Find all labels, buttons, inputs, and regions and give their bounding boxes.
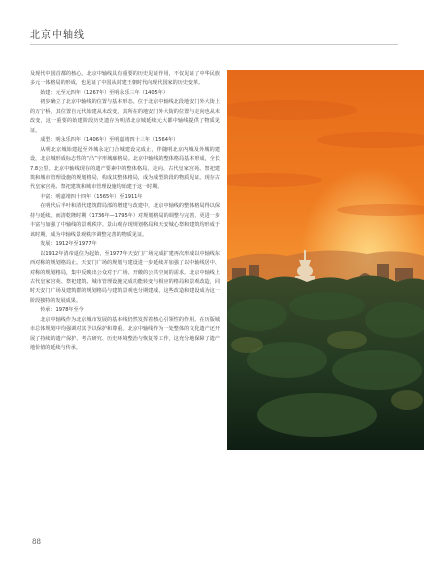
running-header: 北京中轴线 bbox=[30, 30, 85, 41]
paragraph: 以1912年清帝退位为起始，至1977年天安门广场完成扩建再次形成以中轴线东西对称的规划格局止。天安门广场的规划与建设进一步延续并加强了以中轴线居中、对称的规划格局，集中反映出公众对于广场、开敞的公共空间的需求。北京中轴线上古代皇家宫苑、祭祀建筑、城市管理设施完成功能转变与相应的格局和景观改造，同时天安门广场及建筑群的规划格局与建筑景观也分期建成，这些改造和建设成为这一阶段独特的发展成果。 bbox=[30, 250, 220, 304]
header-rule bbox=[30, 44, 398, 45]
period-heading: 传承：1978年至今 bbox=[40, 307, 84, 314]
paragraph: 初步确立了北京中轴线的位置与基本形态。位于北京中轴线北段地安门外大街上的万宁桥，其位置自元代始建从未改变，其所在的地安门外大街的位置与走向也从未改变，这一重要的始建阶段历史遗存为明清北京城延续元大都中轴线提供了物质见证。 bbox=[30, 99, 220, 134]
sunset-photo bbox=[227, 70, 424, 450]
paragraph: 及现代中国首都的核心。北京中轴线具有重要的历史见证作用，不仅见证了中华民族多元一体格局的形成，也见证了中国从封建王朝时代向现代国家的历史变革。 bbox=[30, 71, 220, 87]
period-heading: 丰富：明嘉靖四十四年（1565年）至1911年 bbox=[40, 193, 143, 200]
page-number: 88 bbox=[32, 538, 41, 546]
paragraph: 在明代后半叶和清代建筑群局部的增建与改建中，北京中轴线的整体格局得以保持与延续。而清乾隆时期（1736年—1795年）对规划格局的调整与完善，更进一步丰富与加强了中轴线的景观秩序。景山观存现规划格局和天安城心祭和建筑均形成于该时期，成为中轴线景观秩序调整完善的物质见证。 bbox=[30, 203, 220, 238]
paragraph: 从明北京城始建起至外城永定门合城建设完成止，伴随明北京内城及外城的建设，北京城形成标志性的“凸”字形城廓格局。北京中轴线的整体格局基本形成，全长7.8公里。北京中轴线现存的遗产要素中的整体格局、走向、古代皇家宫苑、祭祀建筑和城市管理设施的规划格局，构成其整体格局，成为成型阶段的物质见证。现存古代皇家宫苑、祭祀建筑和城市管理设施均始建于这一时期。 bbox=[30, 146, 220, 191]
paragraph: 北京中轴线作为北京城市发展的基本线仍然发挥着核心引领性的作用。在历版城市总体规划中均强调对其予以保护和尊重。北京中轴线作为一处整体的文化遗产还开展了持续的遗产保护、考古研究、历史环境整治与恢复等工作，这充分地保障了遗产地价值的延续与传承。 bbox=[30, 316, 220, 352]
body-text-column bbox=[30, 70, 220, 354]
period-heading: 始建：元至元四年（1267年）至明永乐三年（1405年） bbox=[40, 89, 168, 96]
photo-illustration bbox=[227, 70, 424, 450]
period-heading: 成型：明永乐四年（1406年）至明嘉靖四十三年（1564年） bbox=[40, 137, 179, 144]
period-heading: 发展：1912年至1977年 bbox=[40, 241, 97, 248]
